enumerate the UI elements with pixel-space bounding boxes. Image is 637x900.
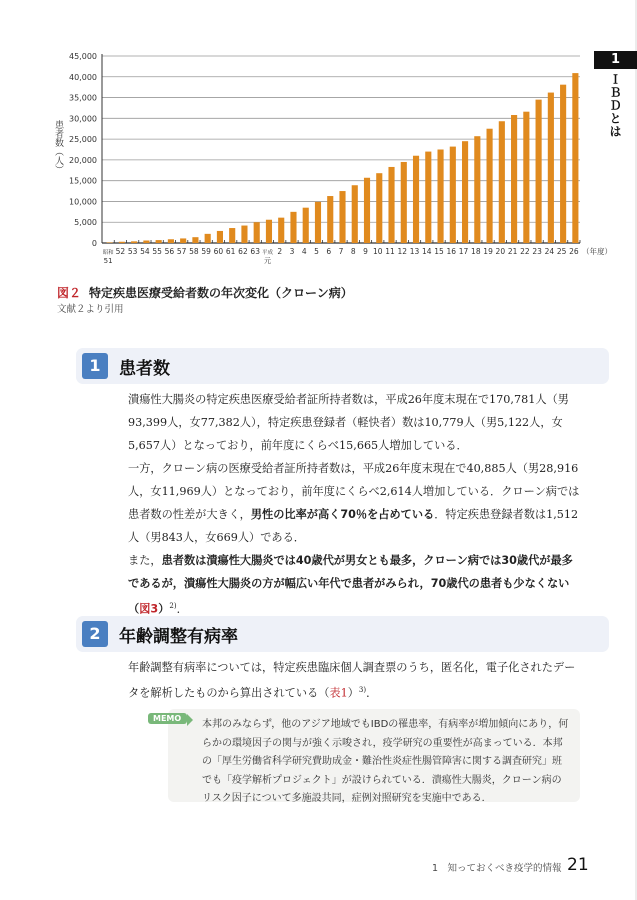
x-tick-label: 61 [225,247,236,256]
bar [548,93,554,243]
bar [168,239,174,243]
x-tick-label: 昭和 [102,250,114,256]
bar [119,242,125,243]
paragraph-prevalence [117,656,581,705]
x-tick-label: 22 [520,247,530,256]
text: 年齢調整有病率については，特定疾患臨床個人調査票のうち，匿名化，電子化されたデータを解析したものから算出されている（ [128,661,576,700]
bar [450,147,456,243]
chapter-side-tab [594,51,637,138]
memo-badge: MEMO [148,713,187,724]
reference-2: 2) [169,602,177,610]
bar [315,202,321,243]
section-1-heading [76,348,609,384]
bar-chart [40,38,612,268]
y-tick-labels [69,52,97,248]
x-tick-label: 21 [507,247,518,256]
bar [487,129,493,243]
section-2-body [117,656,581,705]
text: ．特定疾患登録者数は1,512人（男843人，女669人）である． [128,508,579,544]
figure-caption [57,284,353,301]
x-tick-label: 18 [471,247,481,256]
memo-box [168,709,580,802]
bar [572,73,578,243]
x-tick-label: 60 [213,247,224,256]
x-tick-label: 58 [189,247,199,256]
bar [303,208,309,243]
paragraph-crohn [117,457,581,549]
x-axis-label: （年度） [582,247,612,256]
bar [388,167,394,243]
x-tick-label: 13 [409,247,420,256]
y-tick-label: 30,000 [69,114,97,124]
y-tick-label: 5,000 [74,218,97,228]
bar [425,152,431,243]
bar [266,220,272,243]
x-tick-label: 51 [103,257,113,265]
x-tick-label: 5 [314,247,319,256]
text: ． [176,602,188,616]
x-tick-label: 3 [289,247,295,256]
footer-chapter: 1 知っておくべき疫学的情報 [432,863,562,874]
bar [413,156,419,243]
section-1-title: 患者数 [119,359,170,379]
x-tick-label: 4 [301,247,307,256]
x-tick-label: 25 [556,247,567,256]
figure-number: 図２ [57,286,82,300]
x-tick-labels [103,247,579,265]
y-tick-label: 25,000 [69,135,97,145]
bar [339,191,345,243]
bar [180,238,186,243]
bar [523,112,529,243]
bar [107,242,113,243]
bar [131,241,137,243]
x-tick-label: 8 [350,247,356,256]
x-tick-label: 19 [483,247,493,256]
x-tick-label: 24 [544,247,555,256]
y-tick-label: 0 [91,239,97,248]
x-tick-label: 2 [277,247,283,256]
paragraph-age [117,549,581,621]
chapter-number: 1 [594,51,637,69]
x-tick-label: 12 [397,247,408,256]
x-tick-label: 26 [569,247,579,256]
memo-text: 本邦のみならず，他のアジア地域でもIBDの罹患率，有病率が増加傾向にあり，何らかの環境因子の関与が強く示唆され，疫学研究の重要性が高まっている．本邦の「厚生労働省科学研究費助成金・難治性炎症性腸管障害に関する調査研究」班でも「疫学解析プロジェクト」が設けられている．潰瘍性大腸炎，クローン病のリスク因子について多施設共同，症例対照研究を実施中である． [202,719,569,804]
figure-3-link[interactable]: 図3 [139,602,159,616]
section-1-number: 1 [82,353,108,379]
figure-caption-text: 特定疾患医療受給者数の年次変化（クローン病） [89,286,353,300]
x-tick-label: 14 [422,247,432,256]
bar [536,100,542,243]
text: また， [128,554,162,567]
x-tick-label: 52 [115,247,126,256]
x-tick-label: 17 [458,247,469,256]
x-tick-label: 11 [385,247,395,256]
bars [107,73,580,243]
x-tick-label: 9 [363,247,368,256]
x-tick-label: 55 [152,247,162,256]
text: （ [128,602,140,616]
bar [241,226,247,243]
x-tick-label: 16 [446,247,457,256]
y-tick-label: 35,000 [69,93,97,103]
bar [364,178,370,243]
x-tick-label: 63 [250,247,260,256]
table-1-link[interactable]: 表1 [329,686,348,700]
y-tick-label: 45,000 [69,52,97,61]
page-number: 21 [567,855,589,875]
text: ） [158,602,170,616]
bar [499,121,505,243]
section-2-heading [76,616,609,652]
x-tick-label: 53 [127,247,138,256]
bar [254,222,260,243]
bar [229,228,235,243]
section-2-number: 2 [82,621,108,647]
y-tick-label: 15,000 [69,176,97,186]
x-tick-label: 54 [140,247,150,256]
bar [401,162,407,243]
bar [192,237,198,243]
bar [437,150,443,244]
reference-3: 3) [358,686,367,694]
section-2-title: 年齢調整有病率 [119,627,238,647]
bar [511,115,517,243]
bar [217,231,223,243]
x-tick-label: 56 [164,247,175,256]
y-axis-label: 患者数（人） [53,120,63,174]
x-tick-label: 平成 [261,250,273,256]
chapter-title: ＩＢＤとは [608,73,622,138]
x-tick-label: 6 [326,247,332,256]
y-tick-label: 20,000 [69,155,97,165]
bar [560,85,566,243]
section-1-body [117,388,581,621]
bar [327,196,333,243]
x-tick-label: 20 [495,247,506,256]
x-tick-label: 10 [372,247,383,256]
text: ） [347,686,359,700]
x-tick-label: 59 [201,247,211,256]
figure-source: 文献２より引用 [57,304,124,315]
x-tick-label: 7 [338,247,344,256]
emphasis-text: 男性の比率が高く70％を占めている [250,508,435,521]
x-tick-label: 15 [434,247,444,256]
bar [205,234,211,243]
text: 一方，クローン病の医療受給者証所持者数は，平成26年度末現在で40,885人（男28,916人，女11,969人）となっており，前年度にくらべ2,614人増加している．クローン病では患者数の性差が大きく， [128,462,580,521]
x-tick-label: 23 [532,247,542,256]
bar [278,218,284,243]
text: ． [366,686,378,700]
bar [462,141,468,243]
bar [376,173,382,243]
y-tick-label: 10,000 [69,197,97,207]
x-tick-label: 57 [176,247,187,256]
bar [156,240,162,243]
bar [352,185,358,243]
emphasis-text: 患者数は潰瘍性大腸炎では40歳代が男女とも最多，クローン病では30歳代が最多であるが，潰瘍性大腸炎の方が幅広い年代で患者がみられ，70歳代の患者も少なくない [128,554,573,590]
paragraph-uc: 潰瘍性大腸炎の特定疾患医療受給者証所持者数は，平成26年度末現在で170,781人（男93,399人，女77,382人），特定疾患登録者（軽快者）数は10,779人（男5,122人，女5,657人）となっており，前年度にくらべ15,665人増加している． [128,393,569,452]
y-tick-label: 40,000 [69,72,97,82]
bar [290,212,296,243]
x-tick-label: 元 [263,257,271,265]
bar [474,136,480,243]
bar [143,241,149,243]
x-tick-label: 62 [238,247,248,256]
